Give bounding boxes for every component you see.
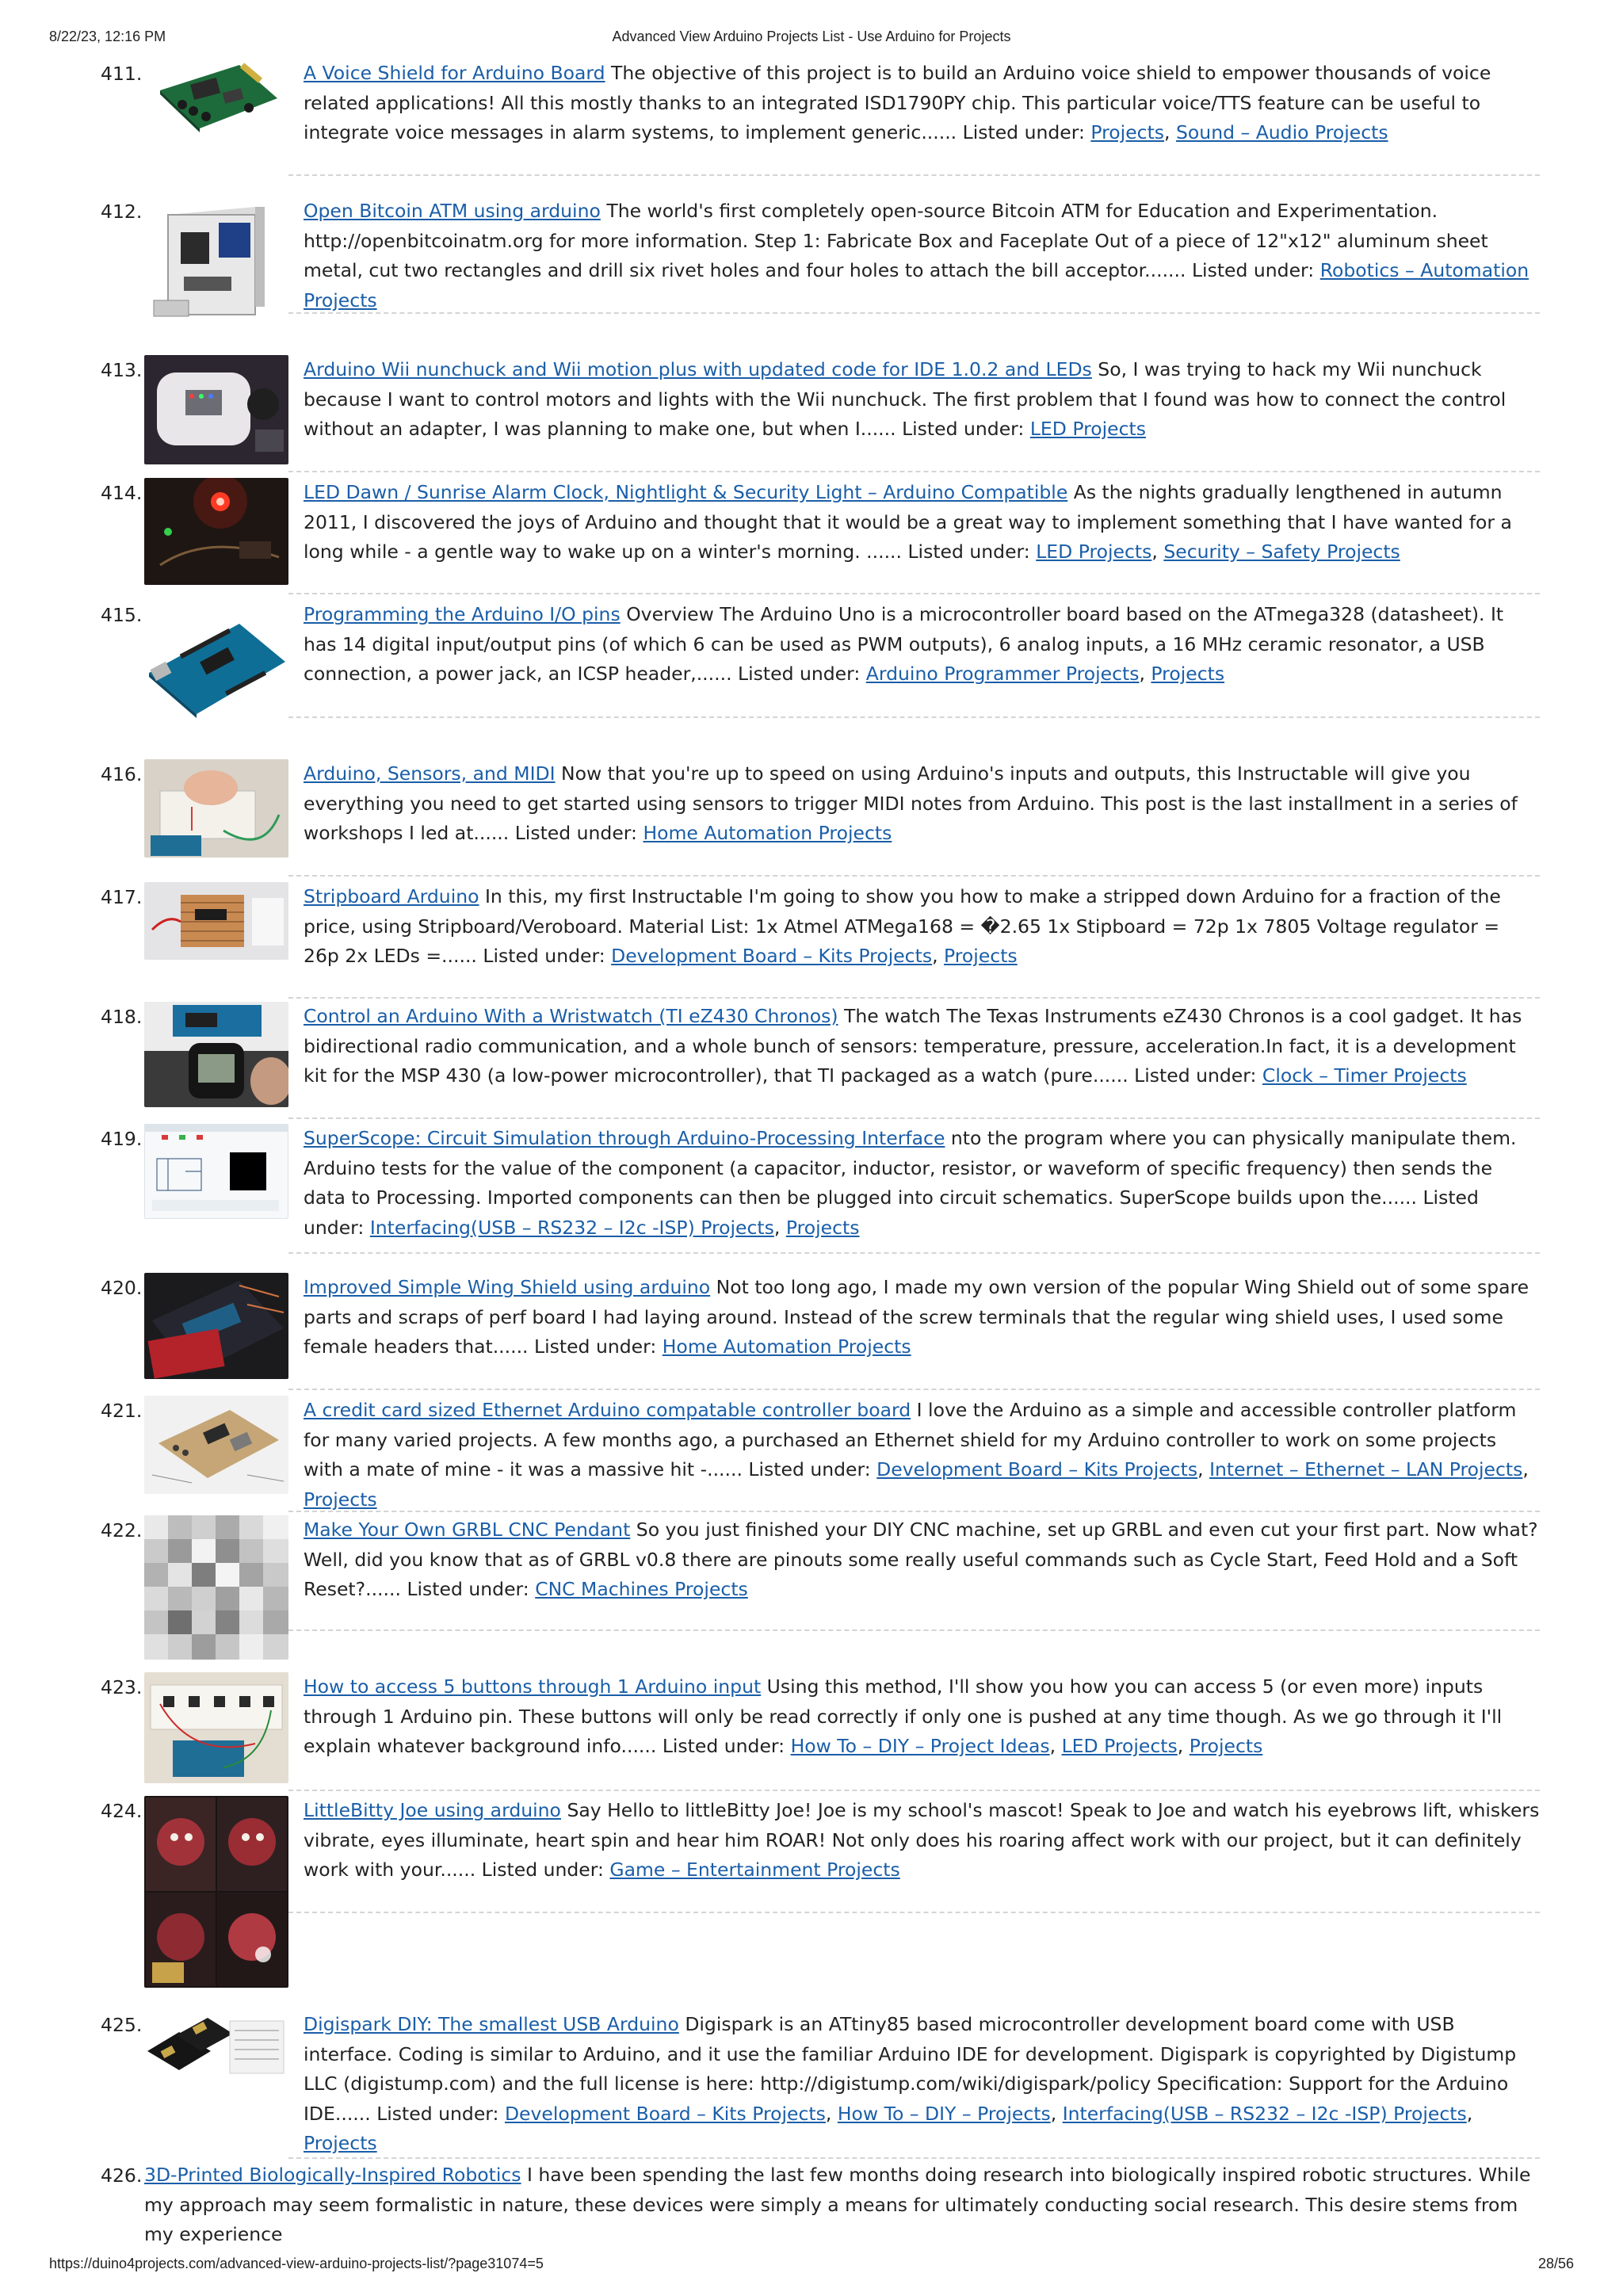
entry-title-link[interactable]: A credit card sized Ethernet Arduino compatable controller board <box>304 1399 911 1421</box>
entry-thumbnail[interactable] <box>144 1396 288 1494</box>
pixelated-placeholder-image <box>144 1515 288 1660</box>
category-link[interactable]: LED Projects <box>1029 418 1146 440</box>
entry-title-link[interactable]: Control an Arduino With a Wristwatch (TI eZ430 Chronos) <box>304 1005 838 1027</box>
category-link[interactable]: Clock – Timer Projects <box>1262 1064 1467 1087</box>
listed-under-label: Listed under: <box>662 1735 785 1757</box>
print-footer <box>49 2256 1574 2278</box>
entry-text <box>304 1273 1540 1362</box>
entry-thumbnail[interactable] <box>144 609 288 719</box>
wing-shield-red-image <box>144 1273 288 1379</box>
entry-text <box>304 1002 1540 1091</box>
listed-under-label: Listed under: <box>407 1578 529 1600</box>
software-screenshot-image <box>144 1124 288 1219</box>
mascot-collage-image <box>144 1796 288 1988</box>
entry-text: Stripboard Arduino In this, my first Instructable I'm going to show you how to make a stripped down Arduino for a fraction of the price, using Stripboard/Veroboard. Material List: 1x Atmel ATMega168 = �2.65 1x Stipboard = 72p 1x 7805 Voltage regulator = 26p 2x LEDs =...... Listed under: Development Board – Kits Projects, Projects <box>304 885 1501 967</box>
entry-description: nto the program where you can physically manipulate them. Arduino tests for the value of the component (a capacitor, inductor, resistor, or waveform of specific frequency) then sends the data to Processing. Imported components can then be plugged into circuit schematics. SuperScope builds upon the...... <box>304 1127 1517 1209</box>
entry-description: Overview The Arduino Uno is a microcontroller board based on the ATmega328 (datasheet). It has 14 digital input/output pins (of which 6 can be used as PWM outputs), 6 analog inputs, a 16 MHz ceramic resonator, a USB connection, a power jack, an ICSP header,...... <box>304 603 1504 685</box>
entry-divider <box>288 471 1540 472</box>
entry-text: LED Dawn / Sunrise Alarm Clock, Nightlight & Security Light – Arduino Compatible As the nights gradually lengthened in autumn 2011, I discovered the joys of Arduino and thought that it would be a great way to implement something that I have wanted for a long while - a gentle way to wake up on a winter's morning. ...... Listed under: LED Projects, Security – Safety Projects <box>304 481 1512 563</box>
category-link[interactable]: Interfacing(USB – RS232 – I2c -ISP) Projects <box>1062 2102 1467 2125</box>
entry-number: 424. <box>101 1800 143 1822</box>
entry-description: Now that you're up to speed on using Arduino's inputs and outputs, this Instructable will give you everything you need to get started using sensors to trigger MIDI notes from Arduino. This post is the last installment in a series of workshops I led at...... <box>304 762 1518 844</box>
print-page-number: 28/56 <box>1537 2256 1574 2271</box>
entry-title-link[interactable]: Stripboard Arduino <box>304 885 479 907</box>
category-link[interactable]: Security – Safety Projects <box>1163 541 1400 563</box>
entry-thumbnail[interactable] <box>144 759 288 858</box>
entry-number: 421. <box>101 1400 143 1422</box>
category-link[interactable]: Projects <box>1189 1735 1263 1757</box>
entry-title-link[interactable]: Arduino, Sensors, and MIDI <box>304 762 556 785</box>
category-link[interactable]: Robotics – Automation Projects <box>304 259 1529 311</box>
entry-title-link[interactable]: Improved Simple Wing Shield using arduino <box>304 1276 711 1298</box>
entry-text <box>304 197 1540 315</box>
entry-thumbnail[interactable] <box>144 1002 288 1107</box>
listed-under-label: Listed under: <box>962 121 1085 143</box>
listed-under-label: Listed under: <box>483 945 605 967</box>
print-date: 8/22/23, 12:16 PM <box>49 29 166 44</box>
entry-text <box>144 2160 1540 2250</box>
entry-description: Not too long ago, I made my own version of the popular Wing Shield out of some spare parts and scraps of perf board I had laying around. Instead of the screw terminals that the regular wing shield uses, I used some female headers that...... <box>304 1276 1529 1358</box>
entry-number: 422. <box>101 1519 143 1541</box>
category-link[interactable]: Projects <box>1090 121 1165 143</box>
entry-divider <box>288 1252 1540 1254</box>
category-link[interactable]: CNC Machines Projects <box>535 1578 748 1600</box>
category-link[interactable]: Development Board – Kits Projects <box>504 2102 826 2125</box>
entry-description: So, I was trying to hack my Wii nunchuck because I want to control motors and lights with the Wii nunchuck. The first problem that I found was how to connect the control without an adapter, I was planning to make one, but when I...... <box>304 358 1507 440</box>
listed-under-label: Listed under: <box>748 1458 871 1480</box>
breadboard-hand-image <box>144 759 288 858</box>
entry-thumbnail[interactable] <box>144 1515 288 1660</box>
category-link[interactable]: LED Projects <box>1061 1735 1178 1757</box>
listed-under-label: Listed under: <box>1191 259 1315 281</box>
category-link[interactable]: Home Automation Projects <box>643 822 892 844</box>
entry-text <box>304 759 1540 849</box>
category-link[interactable]: Projects <box>944 945 1018 967</box>
entry-text <box>304 1515 1540 1605</box>
category-link[interactable]: Projects <box>304 2132 377 2154</box>
entry-description: I love the Arduino as a simple and accessible controller platform for many varied projects. A few months ago, a purchased an Ethernet shield for my Arduino controller to work on some projects with a mate of mine - it was a massive hit -...... <box>304 1399 1517 1480</box>
entry-title-link[interactable]: Arduino Wii nunchuck and Wii motion plus with updated code for IDE 1.0.2 and LEDs <box>304 358 1092 380</box>
entry-thumbnail[interactable] <box>144 2010 288 2086</box>
entry-text: Digispark DIY: The smallest USB Arduino Digispark is an ATtiny85 based microcontroller development board come with USB interface. Coding is similar to Arduino, and it use the familiar Arduino IDE for development. Digispark is copyrighted by Digistump LLC (digistump.com) and the full license is here: http://digistump.com/wiki/digispark/policy Specification: Support for the Arduino IDE...... Listed under: Development Board – Kits Projects, How To – DIY – Projects, Interfacing(USB – RS232 – I2c -ISP) Projects, Projects <box>304 2013 1517 2154</box>
entry-title-link[interactable]: Digispark DIY: The smallest USB Arduino <box>304 2013 679 2035</box>
entry-title-link[interactable]: 3D-Printed Biologically-Inspired Robotics <box>144 2164 521 2186</box>
entry-number: 418. <box>101 1006 143 1028</box>
entry-divider <box>288 593 1540 594</box>
listed-under-label: Listed under: <box>481 1859 604 1881</box>
wristwatch-image <box>144 1002 288 1107</box>
entry-text <box>304 355 1540 445</box>
listed-under-label: Listed under: <box>376 2102 499 2125</box>
entry-divider <box>288 875 1540 877</box>
entry-text: Programming the Arduino I/O pins Overview The Arduino Uno is a microcontroller board based on the ATmega328 (datasheet). It has 14 digital input/output pins (of which 6 can be used as PWM outputs), 6 analog inputs, a 16 MHz ceramic resonator, a USB connection, a power jack, an ICSP header,...... Listed under: Arduino Programmer Projects, Projects <box>304 603 1504 685</box>
entry-number: 417. <box>101 886 143 908</box>
entry-text: SuperScope: Circuit Simulation through Arduino-Processing Interface nto the program where you can physically manipulate them. Arduino tests for the value of the component (a capacitor, inductor, resistor, or waveform of specific frequency) then sends the data to Processing. Imported components can then be plugged into circuit schematics. SuperScope builds upon the...... Listed under: Interfacing(USB – RS232 – I2c -ISP) Projects, Projects <box>304 1127 1517 1239</box>
entry-thumbnail[interactable] <box>144 1124 288 1219</box>
category-link[interactable]: Development Board – Kits Projects <box>876 1458 1198 1480</box>
entry-divider <box>288 1117 1540 1119</box>
entry-divider <box>288 1389 1540 1390</box>
entry-description: The objective of this project is to build an Arduino voice shield to empower thousands of voice related applications! All this mostly thanks to an integrated ISD1790PY chip. This particular voice/TTS feature can be useful to integrate voice messages in alarm systems, to implement generic...... <box>304 62 1491 143</box>
entry-divider <box>288 1790 1540 1791</box>
entry-description: Using this method, I'll show you how you can access 5 (or even more) inputs through 1 Arduino pin. These buttons will only be read correctly if only one is pushed at any time though. As we go through it I'll explain whatever background info...... <box>304 1675 1503 1757</box>
category-link[interactable]: Projects <box>304 1488 377 1511</box>
entry-number: 416. <box>101 763 143 785</box>
entry-thumbnail[interactable] <box>144 1672 288 1783</box>
entry-title-link[interactable]: Open Bitcoin ATM using arduino <box>304 200 601 222</box>
entry-number: 420. <box>101 1277 143 1299</box>
category-link[interactable]: Home Automation Projects <box>662 1335 911 1358</box>
entry-text <box>304 1796 1540 1885</box>
entry-thumbnail[interactable] <box>144 355 288 464</box>
pcb-layout-image <box>144 1396 288 1494</box>
stripboard-image <box>144 882 288 960</box>
entry-thumbnail[interactable] <box>144 59 288 134</box>
listed-under-label: Listed under: <box>738 663 861 685</box>
category-link[interactable]: Development Board – Kits Projects <box>611 945 933 967</box>
print-url: https://duino4projects.com/advanced-view-arduino-projects-list/?page31074=5 <box>49 2256 544 2271</box>
category-link[interactable]: Projects <box>1151 663 1225 685</box>
entry-number: 419. <box>101 1128 143 1150</box>
red-led-dark-image <box>144 478 288 585</box>
category-link[interactable]: Projects <box>785 1216 860 1239</box>
entry-divider <box>288 174 1540 176</box>
category-link[interactable]: How To – DIY – Projects <box>837 2102 1051 2125</box>
entry-text: A Voice Shield for Arduino Board The objective of this project is to build an Arduino voice shield to empower thousands of voice related applications! All this mostly thanks to an integrated ISD1790PY chip. This particular voice/TTS feature can be useful to integrate voice messages in alarm systems, to implement generic...... Listed under: Projects, Sound – Audio Projects <box>304 62 1491 143</box>
entry-description: The world's first completely open-source Bitcoin ATM for Education and Experimentation. http://openbitcoinatm.org for more information. Step 1: Fabricate Box and Faceplate Out of a piece of 12"x12" aluminum sheet metal, cut two rectangles and drill six rivet holes and four holes to attach the bill acceptor....... <box>304 200 1488 281</box>
entry-description: So you just finished your DIY CNC machine, set up GRBL and even cut your first part. Now what? Well, did you know that as of GRBL v0.8 there are pinouts some really useful commands such as Cycle Start, Feed Hold and a Soft Reset?...... <box>304 1519 1538 1600</box>
entry-title-link[interactable]: Programming the Arduino I/O pins <box>304 603 621 625</box>
entry-title-link[interactable]: SuperScope: Circuit Simulation through Arduino-Processing Interface <box>304 1127 945 1149</box>
entry-description: I have been spending the last few months doing research into biologically inspired robotic structures. While my approach may seem formalistic in nature, these devices were simply a means for ultimately conducting social research. This desire stems from my experience <box>144 2164 1531 2245</box>
entry-title-link[interactable]: LittleBitty Joe using arduino <box>304 1799 561 1821</box>
entry-text: How to access 5 buttons through 1 Arduino input Using this method, I'll show you how you can access 5 (or even more) inputs through 1 Arduino pin. These buttons will only be read correctly if only one is pushed at any time though. As we go through it I'll explain whatever background info...... Listed under: How To – DIY – Project Ideas, LED Projects, Projects <box>304 1675 1503 1757</box>
listed-under-label: Listed under: <box>907 541 1030 563</box>
category-link[interactable]: Game – Entertainment Projects <box>609 1859 900 1881</box>
entry-number: 412. <box>101 201 143 223</box>
entry-divider <box>288 312 1540 314</box>
arduino-board-blue-image <box>144 609 288 719</box>
entry-thumbnail[interactable] <box>144 201 288 327</box>
entry-description: Say Hello to littleBitty Joe! Joe is my school's mascot! Speak to Joe and watch his eyebrows lift, whiskers vibrate, eyes illuminate, heart spin and hear him ROAR! Not only does his roaring affect work with our project, but it can definitely work with your...... <box>304 1799 1540 1881</box>
entry-title-link[interactable]: A Voice Shield for Arduino Board <box>304 62 605 84</box>
listed-under-label: Listed under: <box>902 418 1025 440</box>
category-link[interactable]: LED Projects <box>1036 541 1152 563</box>
entry-divider <box>288 1511 1540 1512</box>
entry-number: 413. <box>101 359 143 381</box>
entry-title-link[interactable]: LED Dawn / Sunrise Alarm Clock, Nightlight & Security Light – Arduino Compatible <box>304 481 1068 503</box>
listed-under-label: Listed under: <box>534 1335 657 1358</box>
entry-thumbnail[interactable] <box>144 1273 288 1379</box>
entry-description: Digispark is an ATtiny85 based microcontroller development board come with USB interface. Coding is similar to Arduino, and it use the familiar Arduino IDE for development. Digispark is copyrighted by Digistump LLC (digistump.com) and the full license is here: http://digistump.com/wiki/digispark/policy Specification: Support for the Arduino IDE...... <box>304 2013 1517 2125</box>
entry-thumbnail[interactable] <box>144 478 288 585</box>
print-header <box>49 29 1574 51</box>
entry-description: The watch The Texas Instruments eZ430 Chronos is a cool gadget. It has bidirectional radio communication, and a whole bunch of sensors: temperature, pressure, acceleration.In fact, it is a development kit for the MSP 430 (a low-power microcontroller), that TI packaged as a watch (pure...... <box>304 1005 1522 1087</box>
entry-title-link[interactable]: Make Your Own GRBL CNC Pendant <box>304 1519 631 1541</box>
print-page-title: Advanced View Arduino Projects List - Use Arduino for Projects <box>612 29 1011 44</box>
entry-thumbnail[interactable] <box>144 1796 288 1988</box>
entry-thumbnail[interactable] <box>144 882 288 960</box>
entry-number: 414. <box>101 482 143 504</box>
entry-divider <box>288 997 1540 999</box>
listed-under-label: Listed under: <box>1134 1064 1257 1087</box>
entry-divider <box>288 1629 1540 1631</box>
listed-under-label: Listed under: <box>304 1186 1479 1239</box>
category-link[interactable]: Sound – Audio Projects <box>1176 121 1388 143</box>
bitcoin-atm-box-image <box>144 201 288 327</box>
entry-description: In this, my first Instructable I'm going to show you how to make a stripped down Arduino for a fraction of the price, using Stripboard/Veroboard. Material List: 1x Atmel ATMega168 = �2.65 1x Stipboard = 72p 1x 7805 Voltage regulator = 26p 2x LEDs =...... <box>304 885 1501 967</box>
entry-number: 423. <box>101 1676 143 1698</box>
entry-number: 426. <box>101 2164 143 2187</box>
category-link[interactable]: Internet – Ethernet – LAN Projects <box>1209 1458 1523 1480</box>
category-link[interactable]: How To – DIY – Project Ideas <box>790 1735 1050 1757</box>
entry-description: As the nights gradually lengthened in autumn 2011, I discovered the joys of Arduino and thought that it would be a great way to implement something that I have wanted for a long while - a gentle way to wake up on a winter's morning. ...... <box>304 481 1512 563</box>
wii-nunchuck-image <box>144 355 288 464</box>
entry-title-link[interactable]: How to access 5 buttons through 1 Arduino input <box>304 1675 762 1698</box>
entry-divider <box>288 1912 1540 1913</box>
entry-number: 411. <box>101 63 143 85</box>
buttons-breadboard-image <box>144 1672 288 1783</box>
digispark-image <box>144 2010 288 2086</box>
entry-divider <box>288 2157 1540 2159</box>
entry-number: 425. <box>101 2014 143 2036</box>
entry-number: 415. <box>101 604 143 626</box>
entry-text: A credit card sized Ethernet Arduino compatable controller board I love the Arduino as a simple and accessible controller platform for many varied projects. A few months ago, a purchased an Ethernet shield for my Arduino controller to work on some projects with a mate of mine - it was a massive hit -...... Listed under: Development Board – Kits Projects, Internet – Ethernet – LAN Projects, Projects <box>304 1399 1529 1511</box>
category-link[interactable]: Interfacing(USB – RS232 – I2c -ISP) Projects <box>369 1216 774 1239</box>
category-link[interactable]: Arduino Programmer Projects <box>865 663 1140 685</box>
voice-shield-board-image <box>144 59 288 134</box>
listed-under-label: Listed under: <box>514 822 637 844</box>
entry-divider <box>288 716 1540 718</box>
